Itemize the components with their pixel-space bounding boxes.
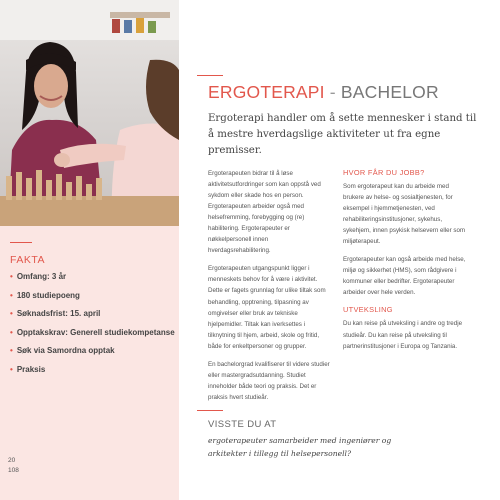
hero-photo	[0, 0, 179, 226]
fakta-item	[10, 346, 175, 365]
bullet-icon: •	[10, 346, 13, 355]
body-paragraph: Du kan reise på utveksling i andre og tredje studieår. Du kan reise på utveksling til partnerinstitusjoner i Europa og Tanzania.	[343, 320, 463, 350]
fakta-item-text: Søk via Samordna opptak	[16, 346, 115, 355]
page-title	[208, 82, 439, 103]
page-number-bottom: 108	[8, 467, 19, 474]
fakta-item	[10, 309, 175, 328]
title-sub: BACHELOR	[340, 82, 439, 102]
fakta-item	[10, 328, 175, 347]
body-paragraph: Som ergoterapeut kan du arbeide med brukere av helse- og sosialtjenesten, for eksempel i hjemmetjenesten, ved rehabiliteringsinstitusjoner, sykehus, sykehjem, innen psykisk helsevern eller som miljøterapeut.	[343, 183, 466, 246]
fakta-item	[10, 272, 175, 291]
page-number-top: 20	[8, 457, 16, 464]
fakta-item	[10, 365, 175, 384]
fakta-divider	[10, 242, 32, 243]
exchange-heading: UTVEKSLING	[343, 305, 393, 315]
visste-divider	[197, 410, 223, 411]
body-paragraph: En bachelorgrad kvalifiserer til videre studier eller mastergradsutdanning. Studiet inneholder både teori og praksis. Det er praksis hvert studieår.	[208, 360, 330, 401]
body-paragraph: Ergoterapeuter kan også arbeide med helse, miljø og sikkerhet (HMS), som rådgivere i kommuner eller bedrifter. Ergoterapeuter arbeider over hele verden.	[343, 256, 466, 297]
title-main: ERGOTERAPI	[208, 82, 325, 102]
fakta-item-text: 180 studiepoeng	[16, 290, 80, 300]
visste-text: ergoterapeuter samarbeider med ingeniører og arkitekter i tillegg til helsepersonell?	[208, 436, 392, 458]
fakta-list	[10, 272, 175, 383]
bullet-icon: •	[10, 327, 13, 337]
body-paragraph: Ergoterapeuten bidrar til å løse aktivitetsutfordringer som kan oppstå ved sykdom eller skade hos en person. Ergoterapeuten arbeider også med helsefremming, forebygging og (re) habilitering. Ergoterapeuter er nøkkelpersonell innen hverdagsrehabilitering.	[208, 170, 321, 255]
left-text-column	[208, 168, 332, 410]
bullet-icon: •	[10, 309, 13, 318]
fakta-item-text: Omfang: 3 år	[16, 272, 67, 281]
title-separator: -	[324, 82, 341, 102]
job-heading: HVOR FÅR DU JOBB?	[343, 168, 425, 177]
body-paragraph: Ergoterapeuten utgangspunkt ligger i menneskets behov for å være i aktivitet. Dette er fagets grunnlag for ulike tiltak som behandling, opptrening, tilpasning av omgivelser eller bruk av tekniske hjelpemidler. Tiltak kan iverksettes i tilknytning til hjem, arbeid, skole og fritid, både for enkeltpersoner og grupper.	[208, 265, 326, 350]
fakta-heading: FAKTA	[10, 254, 45, 266]
bullet-icon: •	[10, 290, 13, 300]
lead-paragraph: Ergoterapi handler om å sette mennesker i stand til å mestre hverdagslige aktiviteter ut fra egne premisser.	[208, 113, 477, 156]
right-text-column	[343, 168, 467, 359]
title-divider	[197, 75, 223, 76]
fakta-item	[10, 291, 175, 310]
bullet-icon: •	[10, 364, 13, 374]
fakta-item-text: Opptakskrav: Generell studiekompetanse	[16, 327, 175, 337]
visste-heading: VISSTE DU AT	[208, 419, 277, 430]
bullet-icon: •	[10, 272, 13, 281]
sidebar	[0, 0, 179, 500]
fakta-item-text: Søknadsfrist: 15. april	[16, 309, 101, 318]
fakta-item-text: Praksis	[16, 364, 46, 374]
photo-illustration	[0, 0, 179, 226]
